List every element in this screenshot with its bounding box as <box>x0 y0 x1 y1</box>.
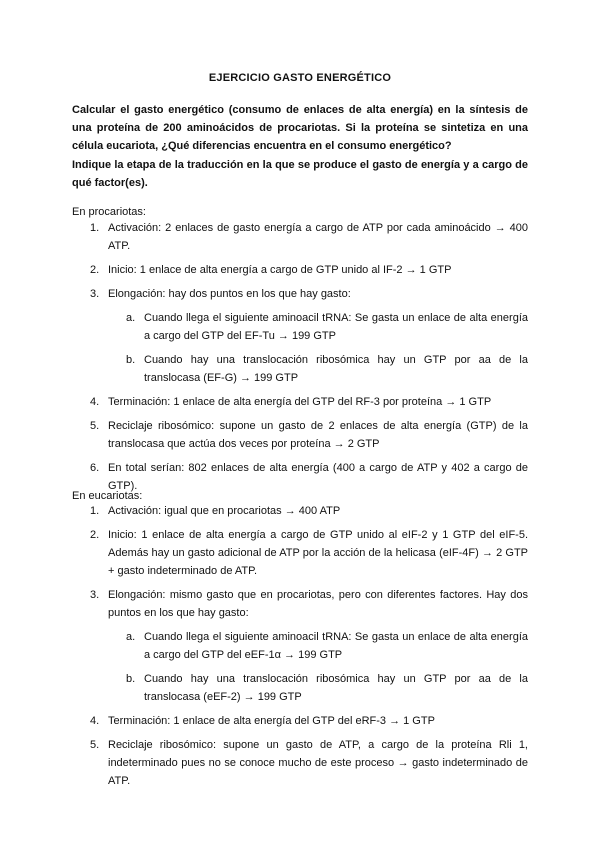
list-item <box>72 502 528 520</box>
sub-list-item <box>108 309 528 345</box>
sub-list-item <box>108 628 528 664</box>
list-item <box>72 261 528 279</box>
list-item-text: Activación: igual que en procariotas → 400 ATP <box>108 505 341 517</box>
list-item-text: Elongación: hay dos puntos en los que hay gasto: <box>108 288 351 300</box>
sub-list <box>108 628 528 706</box>
list-item-text: Inicio: 1 enlace de alta energía a cargo de GTP unido al eIF-2 y 1 GTP del eIF-5. Además hay un gasto adicional de ATP por la acción de la helicasa (eIF-4F) → 2 GTP + gasto indeterminado de ATP. <box>108 529 528 577</box>
sub-list-item <box>108 670 528 706</box>
list-item-text: En total serían: 802 enlaces de alta energía (400 a cargo de ATP y 402 a cargo de GTP). <box>108 462 528 492</box>
sub-list-item <box>108 351 528 387</box>
sub-list <box>108 309 528 387</box>
list-item <box>72 393 528 411</box>
list-number: 1. <box>90 222 100 234</box>
list-number: 1. <box>90 505 100 517</box>
eucariotas-list <box>72 502 528 796</box>
list-item <box>72 526 528 580</box>
list-number: 3. <box>90 288 100 300</box>
list-number: 4. <box>90 396 100 408</box>
list-number: 5. <box>90 420 100 432</box>
sub-list-item-text: Cuando llega el siguiente aminoacil tRNA: Se gasta un enlace de alta energía a cargo del GTP del eEF-1α → 199 GTP <box>144 631 528 661</box>
list-item <box>72 417 528 453</box>
sub-list-letter: a. <box>126 631 136 643</box>
list-item-text: Terminación: 1 enlace de alta energía del GTP del eRF-3 → 1 GTP <box>108 715 435 727</box>
list-number: 5. <box>90 739 100 751</box>
sub-list-item-text: Cuando hay una translocación ribosómica hay un GTP por aa de la translocasa (EF-G) → 199 GTP <box>144 354 528 384</box>
list-number: 4. <box>90 715 100 727</box>
list-item <box>72 219 528 255</box>
question-paragraph: Calcular el gasto energético (consumo de enlaces de alta energía) en la síntesis de una proteína de 200 aminoácidos de procariotas. Si la proteína se sintetiza en una célula eucariota, ¿Qué diferencias encuentra en el consumo energético? <box>72 104 528 152</box>
sub-list-letter: a. <box>126 312 136 324</box>
sub-list-letter: b. <box>126 354 136 366</box>
list-item <box>72 285 528 387</box>
instruction-paragraph: Indique la etapa de la traducción en la que se produce el gasto de energía y a cargo de qué factor(es). <box>72 159 528 189</box>
list-number: 6. <box>90 462 100 474</box>
section-heading-procariotas: En procariotas: <box>72 206 146 218</box>
list-item <box>72 586 528 706</box>
list-item-text: Elongación: mismo gasto que en procariotas, pero con diferentes factores. Hay dos puntos en los que hay gasto: <box>108 589 528 619</box>
list-number: 2. <box>90 529 100 541</box>
list-item-text: Reciclaje ribosómico: supone un gasto de 2 enlaces de alta energía (GTP) de la translocasa que actúa dos veces por proteína → 2 GTP <box>108 420 528 450</box>
list-item-text: Inicio: 1 enlace de alta energía a cargo de GTP unido al IF-2 → 1 GTP <box>108 264 452 276</box>
sub-list-letter: b. <box>126 673 136 685</box>
page-title: EJERCICIO GASTO ENERGÉTICO <box>208 72 392 84</box>
list-item-text: Activación: 2 enlaces de gasto energía a cargo de ATP por cada aminoácido → 400 ATP. <box>108 222 528 252</box>
list-number: 3. <box>90 589 100 601</box>
list-item <box>72 712 528 730</box>
sub-list-item-text: Cuando hay una translocación ribosómica hay un GTP por aa de la translocasa (eEF-2) → 199 GTP <box>144 673 528 703</box>
procariotas-list <box>72 219 528 501</box>
list-number: 2. <box>90 264 100 276</box>
list-item-text: Reciclaje ribosómico: supone un gasto de ATP, a cargo de la proteína Rli 1, indeterminado pues no se conoce mucho de este proceso → gasto indeterminado de ATP. <box>108 739 528 787</box>
sub-list-item-text: Cuando llega el siguiente aminoacil tRNA: Se gasta un enlace de alta energía a cargo del GTP del EF-Tu → 199 GTP <box>144 312 528 342</box>
list-item-text: Terminación: 1 enlace de alta energía del GTP del RF-3 por proteína → 1 GTP <box>108 396 492 408</box>
list-item <box>72 736 528 790</box>
section-heading-eucariotas: En eucariotas: <box>72 490 143 502</box>
